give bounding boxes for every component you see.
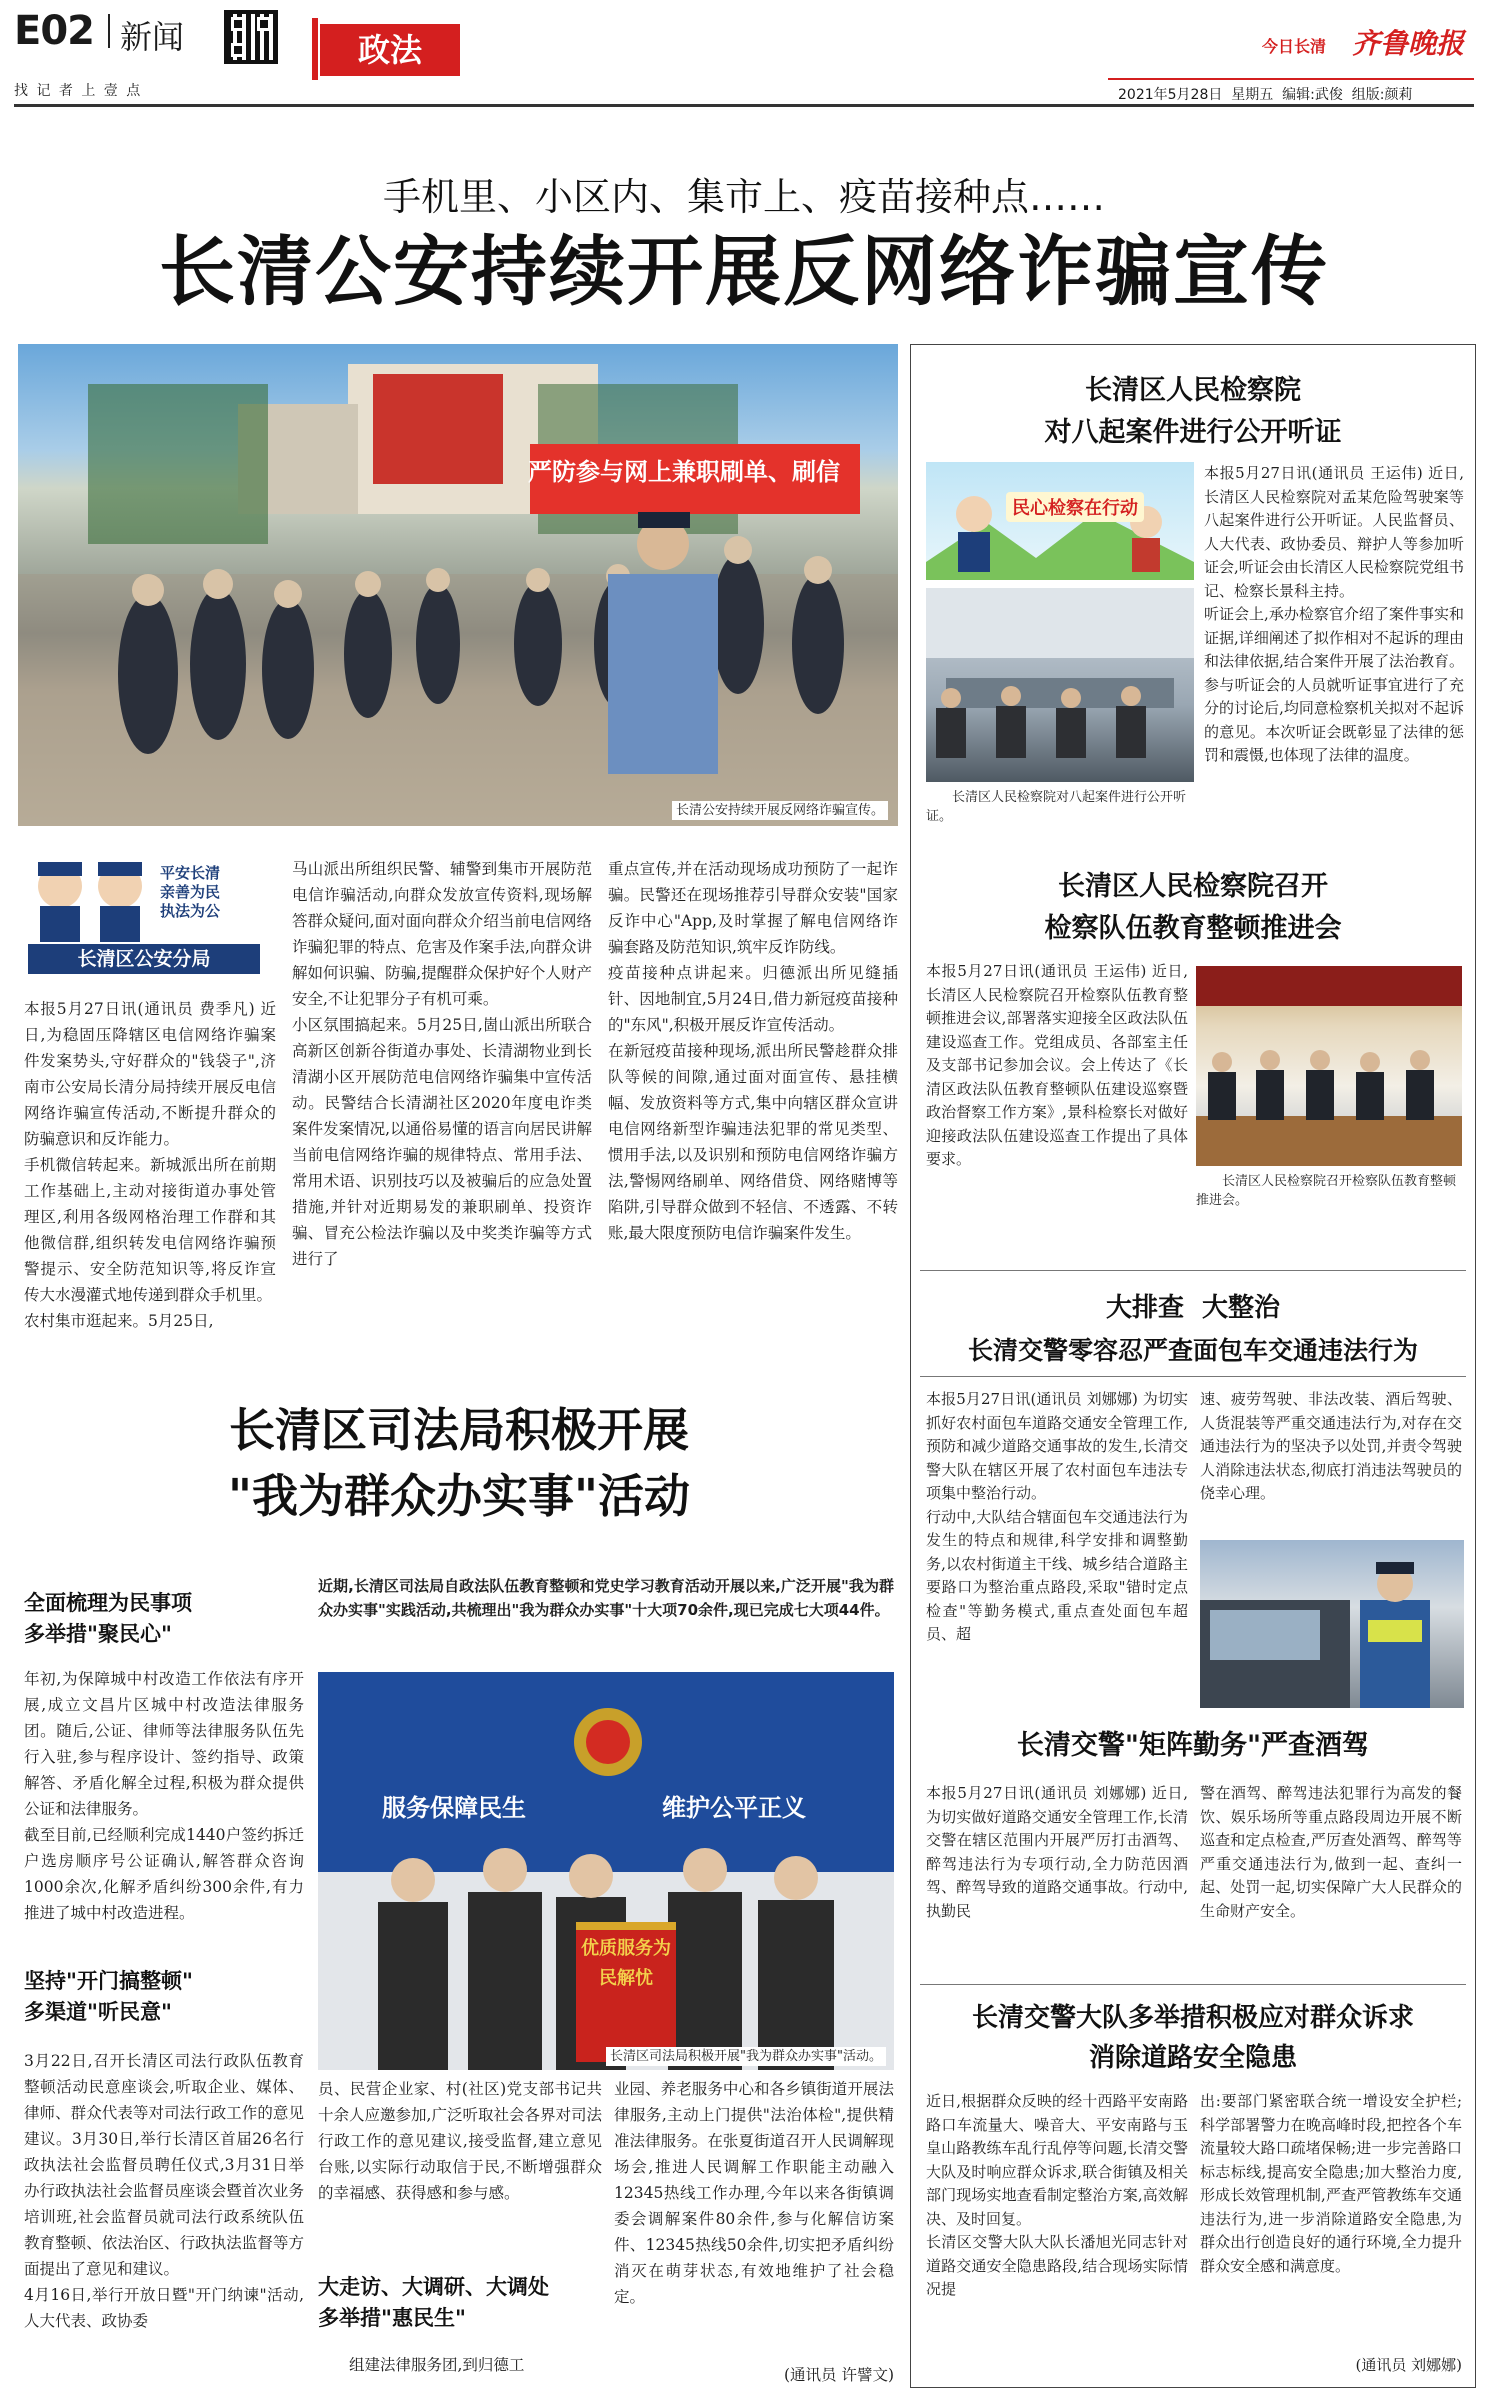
- logo-line1: 平安长清: [160, 864, 221, 882]
- procur2-caption: 长清区人民检察院召开检察队伍教育整顿推进会。: [1196, 1174, 1457, 1208]
- section-name: 新闻: [120, 18, 185, 56]
- logo-line3: 执法为公: [160, 902, 221, 920]
- today-brand: 今日长清: [1262, 37, 1327, 56]
- procur1-title-1: 长清区人民检察院: [1085, 375, 1301, 406]
- procur1-title-2: 对八起案件进行公开听证: [1044, 417, 1342, 448]
- page-number: E02: [14, 8, 94, 54]
- traffic3-text1: 近日,根据群众反映的经十西路平安南路路口车流量大、噪音大、平安南路与玉皇山路教练车乱行乱停等问题,长清交警大队及时响应群众诉求,联合街镇及相关部门现场实地查看制定整治方案,高效解决、及时回复。 长清区交警大队大队长潘旭光同志针对道路交通安全隐患路段,结合现场实际情况提: [926, 2092, 1188, 2298]
- procur2-photo: [1196, 966, 1462, 1166]
- traffic2-title: 长清交警"矩阵勤务"严查酒驾: [1016, 1730, 1370, 1761]
- photo-sign-1: 服务保障民生: [382, 1794, 526, 1822]
- procur1-illustration: [926, 462, 1194, 580]
- procur2-title-1: 长清区人民检察院召开: [1058, 871, 1328, 902]
- sub3-line2: 多举措"惠民生": [318, 2306, 466, 2330]
- traffic1-photo: [1200, 1540, 1464, 1708]
- procur1-photo-label: 民心检察在行动: [1006, 492, 1144, 522]
- traffic1-title: 长清交警零容忍严查面包车交通违法行为: [967, 1336, 1418, 1365]
- procur1-caption: 长清区人民检察院对八起案件进行公开听证。: [926, 790, 1187, 824]
- qr-code-icon[interactable]: [224, 10, 278, 64]
- lead-col3: 重点宣传,并在活动现场成功预防了一起诈骗。民警还在现场推荐引导群众安装"国家反诈中心"App,及时掌握了解电信网络诈骗套路及防范知识,筑牢反诈防线。 疫苗接种点讲起来。归德派出所见缝插针、因地制宜,5月24日,借力新冠疫苗接种的"东风",积极开展反诈宣传活动。 在新冠疫苗接种现场,派出所民警趁群众排队等候的间隙,通过面对面宣传、悬挂横幅、发放资料等方式,集中向辖区群众宣讲电信网络新型诈骗违法犯罪的常见类型、惯用手法,以及识别和预防电信网络诈骗方法,警惕网络刷单、网络借贷、网络赌博等陷阱,引导群众做到不轻信、不透露、不转账,最大限度预防电信诈骗案件发生。: [608, 860, 898, 1242]
- banner-text: 优质服务为民解忧: [581, 1938, 671, 1989]
- traffic1-text1: 本报5月27日讯(通讯员 刘娜娜) 为切实抓好农村面包车道路交通安全管理工作,预防和减少道路交通事故的发生,长清交警大队在辖区开展了农村面包车违法专项集中整治行动。 行动中,大队结合辖面包车交通违法行为发生的特点和规律,科学安排和调整勤务,以农村街道主干线、城乡结合道路主要路口为整治重点路段,采取"错时定点检查"等勤务模式,重点查处面包车超员、超: [926, 1390, 1188, 1643]
- sub1-line1: 全面梳理为民事项: [24, 1591, 192, 1615]
- lead-photo-caption: 长清公安持续开展反网络诈骗宣传。: [672, 801, 888, 820]
- logo-line2: 亲善为民: [160, 883, 221, 901]
- traffic3-text2: 出:要部门紧密联合统一增设安全护栏;科学部署警力在晚高峰时段,把控各个车流量较大路口疏堵保畅;进一步完善路口标志标线,提高安全隐患;加大整治力度,形成长效管理机制,严查严管教练车交通违法行为,进一步消除道路安全隐患,为群众出行创造良好的通行环境,全力提升群众安全感和满意度。: [1200, 2092, 1462, 2275]
- procur2-title-2: 检察队伍教育整顿推进会: [1044, 913, 1342, 944]
- photo-sign-2: 维护公平正义: [662, 1794, 806, 1822]
- justice-photo: [318, 1672, 894, 2070]
- justice-headline-1: 长清区司法局积极开展: [229, 1403, 689, 1457]
- procur1-photo: [926, 588, 1194, 782]
- traffic3-credit: (通讯员 刘娜娜): [1355, 2356, 1462, 2374]
- police-bureau-logo: [24, 856, 264, 976]
- sub2-line1: 坚持"开门搞整顿": [24, 1969, 193, 1993]
- traffic1-kicker: 大排查 大整治: [1105, 1293, 1281, 1323]
- qr-hint: 找 记 者 上 壹 点: [14, 83, 143, 99]
- lead-headline: 长清公安持续开展反网络诈骗宣传: [159, 227, 1329, 316]
- justice-sub3-text: 组建法律服务团,到归德工: [349, 2356, 525, 2374]
- lead-col2: 马山派出所组织民警、辅警到集市开展防范电信诈骗活动,向群众发放宣传资料,现场解答群众疑问,面对面向群众介绍当前电信网络诈骗犯罪的特点、危害及作案手法,向群众讲解如何识骗、防骗,提醒群众保护好个人财产安全,不让犯罪分子有机可乘。 小区氛围搞起来。5月25日,崮山派出所联合高新区创新谷街道办事处、长清湖物业到长清湖小区开展防范电信网络诈骗集中宣传活动。民警结合长清湖社区2020年度电诈类案件发案情况,以通俗易懂的语言向居民讲解当前电信网络诈骗的规律特点、常用手法、常用术语、识别技巧以及被骗后的应急处置措施,并针对近期易发的兼职刷单、投资诈骗、冒充公检法诈骗以及中奖类诈骗等方式进行了: [292, 860, 592, 1268]
- traffic2-text1: 本报5月27日讯(通讯员 刘娜娜) 近日,为切实做好道路交通安全管理工作,长清交警在辖区范围内开展严厉打击酒驾、醉驾违法行为专项行动,全力防范因酒驾、醉驾导致的道路交通事故。行动中,执勤民: [926, 1784, 1188, 1920]
- paper-logo: 齐鲁晚报: [1352, 27, 1465, 60]
- masthead: [0, 0, 1488, 112]
- justice-sub1-text: 年初,为保障城中村改造工作依法有序开展,成立文昌片区城中村改造法律服务团。随后,公证、律师等法律服务队伍先行入驻,参与程序设计、签约指导、政策解答、矛盾化解全过程,积极为群众提供公证和法律服务。 截至目前,已经顺利完成1440户签约拆迁户选房顺序号公证确认,解答群众咨询1000余次,化解矛盾纠纷300余件,有力推进了城中村改造进程。: [24, 1670, 304, 1922]
- justice-sub3: [318, 2272, 602, 2334]
- justice-col4-text: 业园、养老服务中心和各乡镇街道开展法律服务,主动上门提供"法治体检",提供精准法律服务。在张夏街道召开人民调解现场会,推进人民调解工作职能主动融入12345热线工作办理,今年以来各街镇调委会调解案件80余件,参与化解信访案件、12345热线50余件,切实把矛盾纠纷消灭在萌芽状态,有效地维护了社会稳定。: [614, 2080, 894, 2306]
- hearing-room-illustration: [926, 588, 1194, 782]
- procur2-text: 本报5月27日讯(通讯员 王运伟) 近日,长清区人民检察院召开检察队伍教育整顿推进会议,部署落实迎接全区政法队伍建设巡查工作。党组成员、各部室主任及支部书记参加会议。会上传达了《长清区政法队伍教育整顿队伍建设巡察暨政治督察工作方案》,景科检察长对做好迎接政法队伍建设巡查工作提出了具体要求。: [926, 962, 1188, 1168]
- sub1-line2: 多举措"聚民心": [24, 1622, 172, 1646]
- justice-sub2: [24, 1966, 304, 2028]
- police-mascot-icon: [24, 856, 264, 942]
- justice-headline-2: "我为群众办实事"活动: [228, 1469, 690, 1523]
- traffic-police-check-illustration: [1200, 1540, 1464, 1708]
- justice-mid-text: 员、民营企业家、村(社区)党支部书记共十余人应邀参加,广泛听取社会各界对司法行政工作的意见建议,接受监督,建立意见台账,以实际行动取信于民,不断增强群众的幸福感、获得感和参与感。: [318, 2080, 602, 2202]
- traffic3-title: [920, 1998, 1466, 2078]
- justice-sub1: [24, 1588, 304, 1650]
- justice-intro: 近期,长清区司法局自政法队伍教育整顿和党史学习教育活动开展以来,广泛开展"我为群众办实事"实践活动,共梳理出"我为群众办实事"十大项70余件,现已完成七大项44件。: [318, 1577, 894, 1619]
- traffic3-title-2: 消除道路安全隐患: [1088, 2043, 1297, 2073]
- traffic2-text2: 警在酒驾、醉驾违法犯罪行为高发的餐饮、娱乐场所等重点路段周边开展不断巡查和定点检查,严厉查处酒驾、醉驾等严重交通违法行为,做到一起、查纠一起、处罚一起,切实保障广大人民群众的生命财产安全。: [1200, 1784, 1462, 1920]
- meeting-room-illustration: [1196, 966, 1462, 1166]
- category-tag: 政法: [320, 24, 460, 76]
- logo-bureau-name: 长清区公安分局: [28, 944, 260, 974]
- sub2-line2: 多渠道"听民意": [24, 2000, 172, 2024]
- traffic3-title-1: 长清交警大队多举措积极应对群众诉求: [971, 2003, 1414, 2033]
- procur1-title: [920, 370, 1466, 454]
- traffic1-text2: 速、疲劳驾驶、非法改装、酒后驾驶、人货混装等严重交通违法行为,对存在交通违法行为的坚决予以处罚,并责令驾驶人消除违法状态,彻底打消违法驾驶员的侥幸心理。: [1200, 1390, 1462, 1502]
- justice-credit: (通讯员 许譬文): [783, 2366, 894, 2384]
- lead-kicker: 手机里、小区内、集市上、疫苗接种点……: [382, 175, 1105, 219]
- justice-sub2-text: 3月22日,召开长清区司法行政队伍教育整顿活动民意座谈会,听取企业、媒体、律师、群众代表等对司法行政工作的意见建议。3月30日,举行长清区首届26名行政执法社会监督员聘任仪式,3月31日举办行政执法社会监督员座谈会暨首次业务培训班,社会监督员就司法行政系统队伍教育整顿、依法治区、行政执法监督等方面提出了意见和建议。 4月16日,举行开放日暨"开门纳谏"活动,人大代表、政协委: [24, 2052, 304, 2330]
- justice-photo-caption: 长清区司法局积极开展"我为群众办实事"活动。: [606, 2047, 886, 2066]
- police-campaign-photo: [18, 344, 898, 826]
- justice-group-illustration: [318, 1672, 894, 2070]
- photo-banner: 严防参与网上兼职刷单、刷信: [528, 458, 840, 486]
- procur1-text: 本报5月27日讯(通讯员 王运伟) 近日,长清区人民检察院对孟某危险驾驶案等八起案件进行公开听证。人民监督员、人大代表、政协委员、辩护人等参加听证会,听证会由长清区人民检察院党组书记、检察长景科主持。 听证会上,承办检察官介绍了案件事实和证据,详细阐述了拟作相对不起诉的理由和法律依据,结合案件开展了法治教育。参与听证会的人员就听证事宜进行了充分的讨论后,均同意检察机关拟对不起诉的意见。本次听证会既彰显了法律的惩罚和震慑,也体现了法律的温度。: [1204, 464, 1464, 764]
- procur2-title: [920, 866, 1466, 950]
- lead-col1: 本报5月27日讯(通讯员 费季凡) 近日,为稳固压降辖区电信网络诈骗案件发案势头,守好群众的"钱袋子",济南市公安局长清分局持续开展反电信网络诈骗宣传活动,不断提升群众的防骗意识和反诈能力。 手机微信转起来。新城派出所在前期工作基础上,主动对接街道办事处管理区,利用各级网格治理工作群和其他微信群,组织转发电信网络诈骗预警提示、安全防范知识等,将反诈宣传大水漫灌式地传递到群众手机里。 农村集市逛起来。5月25日,: [24, 1000, 276, 1330]
- crowd-illustration: [18, 344, 898, 826]
- issue-date: 2021年5月28日 星期五 编辑:武俊 组版:颜莉: [1118, 87, 1413, 103]
- sub3-line1: 大走访、大调研、大调处: [318, 2275, 549, 2299]
